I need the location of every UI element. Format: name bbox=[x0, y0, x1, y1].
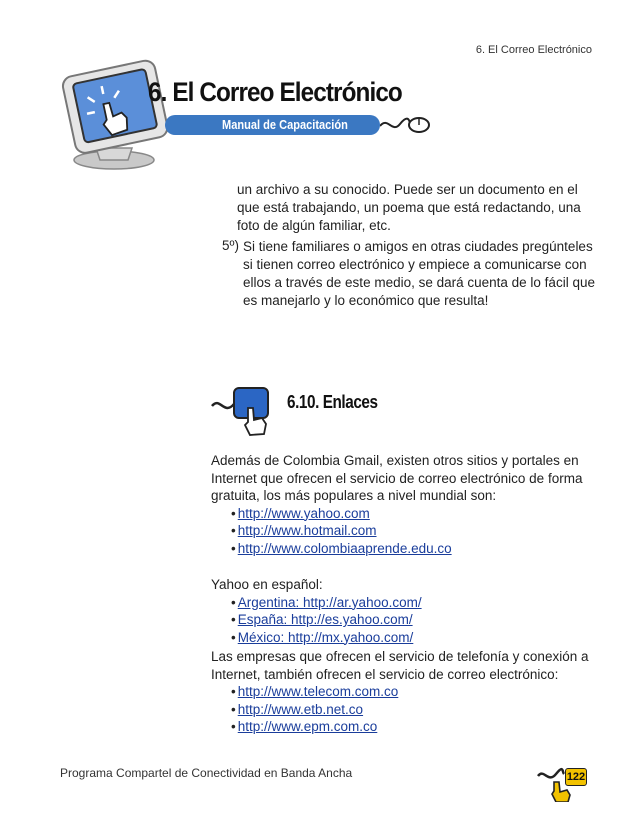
telecom-link-list bbox=[211, 683, 591, 736]
mouse-cable-icon bbox=[380, 112, 430, 138]
yahoo-mexico-link[interactable]: México: http://mx.yahoo.com/ bbox=[237, 629, 414, 645]
continuation-paragraph: un archivo a su conocido. Puede ser un documento en el que está trabajando, un poema que está redactando, una foto de algún familiar, etc. bbox=[237, 182, 581, 233]
item-five-paragraph: Si tiene familiares o amigos en otras ciudades pregúnteles si tienen correo electrónico y empiece a comunicarse con ellos a través de este medio, se dará cuenta de lo fácil que es manejarlo y lo económico que resulta! bbox=[243, 239, 595, 308]
yahoo-link-list bbox=[211, 594, 591, 647]
list-item: • México: http://mx.yahoo.com/ bbox=[231, 629, 414, 645]
page-number: 122 bbox=[565, 768, 587, 786]
yahoo-heading: Yahoo en español: bbox=[211, 577, 323, 592]
intro-paragraph: Además de Colombia Gmail, existen otros sitios y portales en Internet que ofrecen el servicio de correo electrónico de forma gratuita, los más populares a nivel mundial son: bbox=[211, 453, 583, 503]
telecom-block bbox=[211, 648, 591, 736]
list-item: • http://www.etb.net.co bbox=[231, 701, 364, 717]
epm-link[interactable]: http://www.epm.com.co bbox=[237, 719, 378, 734]
chapter-title: 6. El Correo Electrónico bbox=[148, 77, 402, 107]
list-item: • http://www.yahoo.com bbox=[231, 505, 370, 521]
yahoo-link[interactable]: http://www.yahoo.com bbox=[237, 505, 370, 521]
yahoo-block bbox=[211, 576, 591, 646]
telecom-link[interactable]: http://www.telecom.com.co bbox=[237, 684, 399, 699]
yahoo-espana-link[interactable]: España: http://es.yahoo.com/ bbox=[237, 612, 413, 627]
hotmail-link[interactable]: http://www.hotmail.com bbox=[237, 523, 377, 538]
list-item: • http://www.hotmail.com bbox=[231, 523, 377, 538]
intro-link-list bbox=[211, 505, 591, 558]
intro-block bbox=[211, 452, 591, 557]
mouse-pointer-icon bbox=[210, 380, 280, 436]
subtitle: Manual de Capacitación bbox=[222, 117, 348, 132]
telecom-paragraph: Las empresas que ofrecen el servicio de telefonía y conexión a Internet, también ofrecen el servicio de correo electrónico: bbox=[211, 649, 589, 682]
footer-program: Programa Compartel de Conectividad en Banda Ancha bbox=[60, 766, 353, 780]
list-item: • http://www.colombiaaprende.edu.co bbox=[231, 540, 452, 556]
list-item: • http://www.telecom.com.co bbox=[231, 684, 399, 699]
list-item: • Argentina: http://ar.yahoo.com/ bbox=[231, 594, 422, 610]
etb-link[interactable]: http://www.etb.net.co bbox=[237, 701, 364, 717]
monitor-hand-icon bbox=[56, 56, 176, 172]
list-item: • España: http://es.yahoo.com/ bbox=[231, 612, 413, 627]
yahoo-argentina-link[interactable]: Argentina: http://ar.yahoo.com/ bbox=[237, 594, 422, 610]
list-item: • http://www.epm.com.co bbox=[231, 719, 378, 734]
running-header: 6. El Correo Electrónico bbox=[475, 44, 592, 56]
colombiaaprende-link[interactable]: http://www.colombiaaprende.edu.co bbox=[237, 540, 452, 556]
section-title: 6.10. Enlaces bbox=[287, 392, 378, 412]
item-number: 5º) bbox=[222, 238, 239, 253]
